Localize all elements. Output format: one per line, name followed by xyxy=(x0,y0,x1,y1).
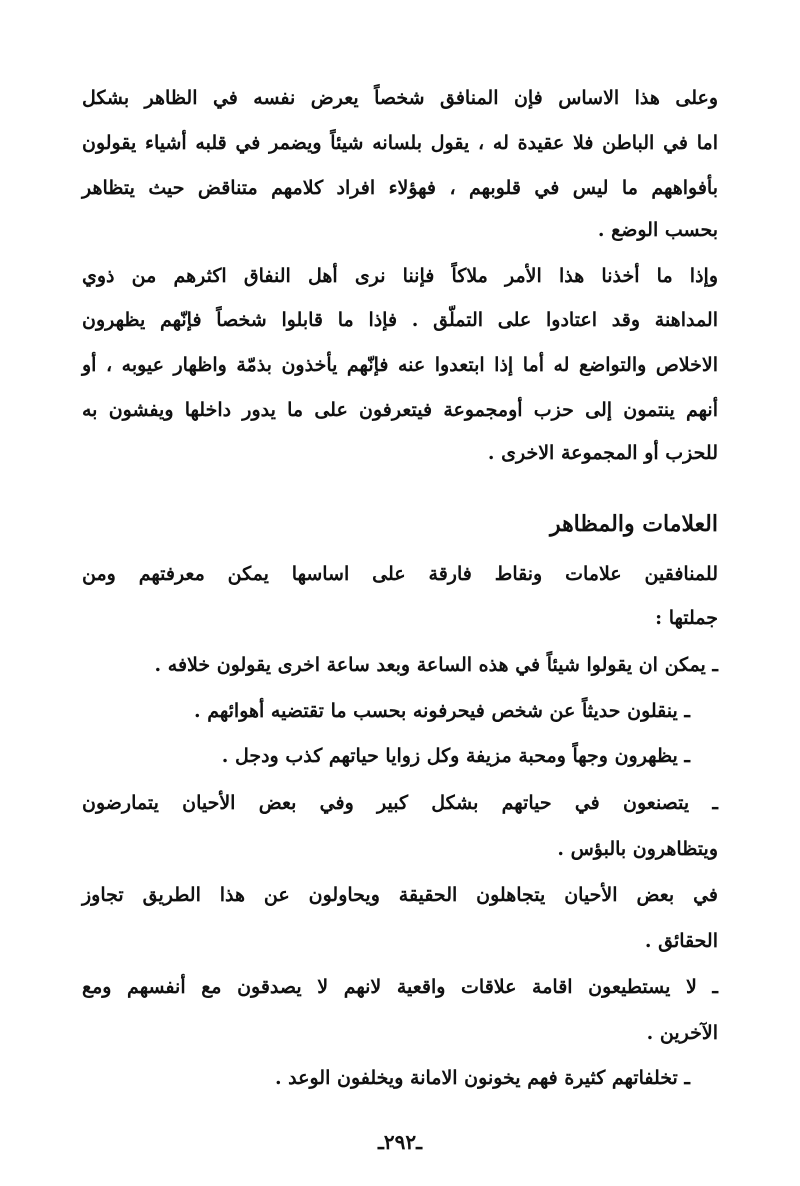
paragraph-3-line-2: الحقائق . xyxy=(644,930,718,952)
page-number: ـ٢٩٢ـ xyxy=(378,1130,422,1154)
paragraph-3-line-1: في بعض الأحيان يتجاهلون الحقيقة ويحاولون عن هذا الطريق تجاوز xyxy=(82,884,718,906)
section-heading: العلامات والمظاهر xyxy=(549,511,718,537)
intro-line-1: للمنافقين علامات ونقاط فارقة على اساسها يمكن معرفتهم ومن xyxy=(82,563,718,585)
paragraph-1-line-4: بحسب الوضع . xyxy=(597,219,718,241)
intro-line-2: جملتها : xyxy=(655,607,718,629)
paragraph-2-line-2: المداهنة وقد اعتادوا على التملّق . فإذا ما قابلوا شخصاً فإنّهم يظهرون xyxy=(82,309,718,331)
list-item-2: ـ ينقلون حديثاً عن شخص فيحرفونه بحسب ما تقتضيه أهوائهم . xyxy=(194,700,690,722)
list-item-4-line-1: ـ يتصنعون في حياتهم بشكل كبير وفي بعض الأحيان يتمارضون xyxy=(82,792,718,814)
paragraph-1-line-3: بأفواههم ما ليس في قلوبهم ، فهؤلاء افراد كلامهم متناقض حيث يتظاهر xyxy=(82,177,718,199)
list-item-4-line-2: ويتظاهرون بالبؤس . xyxy=(557,838,718,860)
paragraph-1-line-2: اما في الباطن فلا عقيدة له ، يقول بلسانه شيئاً ويضمر في قلبه أشياء يقولون xyxy=(82,132,718,154)
paragraph-2-line-5: للحزب أو المجموعة الاخرى . xyxy=(487,442,718,464)
paragraph-2-line-3: الاخلاص والتواضع له أما إذا ابتعدوا عنه فإنّهم يأخذون بذمّة واظهار عيوبه ، أو xyxy=(82,354,718,376)
list-item-5-line-1: ـ لا يستطيعون اقامة علاقات واقعية لانهم لا يصدقون مع أنفسهم ومع xyxy=(82,976,718,998)
paragraph-1-line-1: وعلى هذا الاساس فإن المنافق شخصاً يعرض نفسه في الظاهر بشكل xyxy=(82,87,718,109)
paragraph-2-line-1: وإذا ما أخذنا هذا الأمر ملاكاً فإننا نرى أهل النفاق اكثرهم من ذوي xyxy=(82,265,718,287)
list-item-5-line-2: الآخرين . xyxy=(646,1022,718,1044)
paragraph-2-line-4: أنهم ينتمون إلى حزب أومجموعة فيتعرفون على ما يدور داخلها ويفشون به xyxy=(82,399,718,421)
list-item-3: ـ يظهرون وجهاً ومحبة مزيفة وكل زوايا حياتهم كذب ودجل . xyxy=(221,745,690,767)
list-item-1: ـ يمكن ان يقولوا شيئاً في هذه الساعة وبعد ساعة اخرى يقولون خلافه . xyxy=(154,654,718,676)
list-item-6: ـ تخلفاتهم كثيرة فهم يخونون الامانة ويخلفون الوعد . xyxy=(274,1067,690,1089)
